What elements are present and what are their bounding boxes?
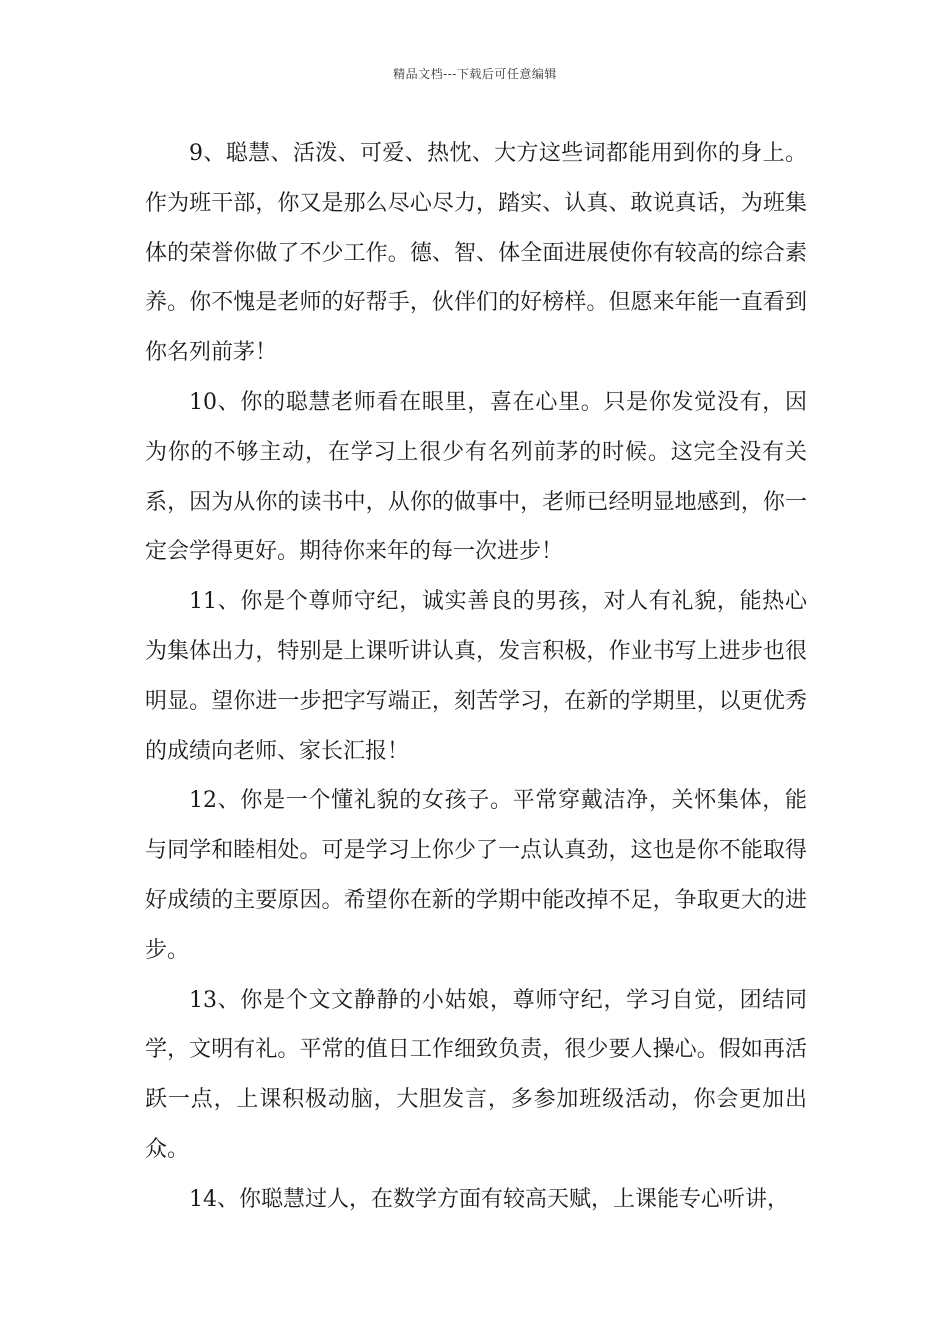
- comment-paragraph-11: 11、你是个尊师守纪，诚实善良的男孩，对人有礼貌，能热心为集体出力，特别是上课听讲认真，发言积极，作业书写上进步也很明显。望你进一步把字写端正，刻苦学习，在新的学期里，以更优秀的成绩向老师、家长汇报！: [145, 589, 807, 764]
- comment-paragraph-9: 9、聪慧、活泼、可爱、热忱、大方这些词都能用到你的身上。作为班干部，你又是那么尽心尽力，踏实、认真、敢说真话，为班集体的荣誉你做了不少工作。德、智、体全面进展使你有较高的综合素养。你不愧是老师的好帮手，伙伴们的好榜样。但愿来年能一直看到你名列前茅！: [145, 141, 807, 366]
- comment-paragraph-14: 14、你聪慧过人，在数学方面有较高天赋，上课能专心听讲，: [189, 1186, 789, 1212]
- page-header: 精品文档---下载后可任意编辑: [393, 67, 557, 81]
- comment-paragraph-12: 12、你是一个懂礼貌的女孩子。平常穿戴洁净，关怀集体，能与同学和睦相处。可是学习上你少了一点认真劲，这也是你不能取得好成绩的主要原因。希望你在新的学期中能改掉不足，争取更大的进步。: [145, 788, 807, 963]
- document-body: [145, 129, 807, 1225]
- comment-paragraph-13: 13、你是个文文静静的小姑娘，尊师守纪，学习自觉，团结同学，文明有礼。平常的值日工作细致负责，很少要人操心。假如再活跃一点，上课积极动脑，大胆发言，多参加班级活动，你会更加出众。: [145, 987, 807, 1162]
- comment-paragraph-10: 10、你的聪慧老师看在眼里，喜在心里。只是你发觉没有，因为你的不够主动，在学习上很少有名列前茅的时候。这完全没有关系，因为从你的读书中，从你的做事中，老师已经明显地感到，你一定会学得更好。期待你来年的每一次进步！: [145, 389, 807, 565]
